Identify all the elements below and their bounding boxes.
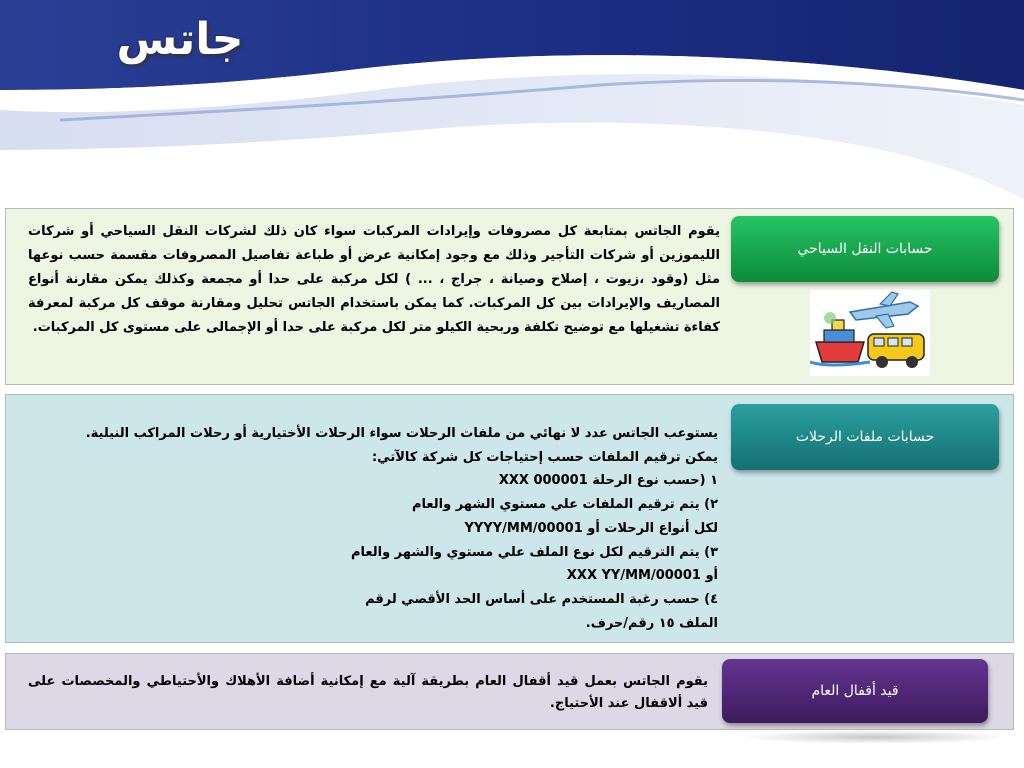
header-banner: [0, 0, 1024, 200]
transport-clipart-icon: [810, 290, 930, 376]
trip-files-line: ٤) حسب رغبة المستخدم على أساس الحد الأقصي لرقم: [365, 591, 718, 607]
tourist-transport-label-button[interactable]: حسابات النقل السياحي: [731, 216, 999, 282]
tourist-transport-description: يقوم الجاتس بمتابعة كل مصروفات وإيرادات المركبات سواء كان ذلك لشركات النقل السياحي أو شركات الليموزين أو شركات التأجير وذلك مع وجود إمكانية عرض أو طباعة تفاصيل المصروفات مقسمة حسب نوعها مثل (وقود ،زيوت ، إصلاح وصيانة ، جراج ، ... ) لكل مركبة على حدا أو مجمعة وكذلك يمكن مقارنة أنواع المصاريف والإيرادات بين كل المركبات. كما يمكن باستخدام الجاتس تحليل ومقارنة موقف كل مركبة لمعرفة كفاءة تشغيلها مع توضيح تكلفة وربحية الكيلو متر لكل مركبة على حدا أو الإجمالى على مستوى كل المركبات.: [28, 224, 720, 335]
trip-files-line: ٣) يتم الترقيم لكل نوع الملف علي مستوي والشهر والعام: [350, 544, 718, 560]
trip-files-label-button[interactable]: حسابات ملفات الرحلات: [731, 404, 999, 470]
year-closing-label-button[interactable]: قيد أقفال العام: [722, 659, 988, 723]
trip-files-line: ٢) يتم ترقيم الملفات علي مستوي الشهر والعام: [412, 497, 718, 513]
trip-files-line: لكل أنواع الرحلات أو YYYY/MM/00001: [464, 520, 718, 536]
trip-files-description: [30, 422, 718, 635]
trip-files-line: يمكن ترقيم الملفات حسب إحتياجات كل شركة كالآتي:: [371, 449, 718, 465]
trip-files-line: يستوعب الجاتس عدد لا نهائي من ملفات الرحلات سواء الرحلات الأختيارية أو رحلات المراكب النيلية.: [85, 426, 718, 441]
trip-files-line: أو XXX YY/MM/00001: [566, 568, 718, 584]
pill-shadow-decoration: [740, 730, 1010, 744]
page-title: جاتس: [116, 14, 244, 65]
trip-files-line: ١ (حسب نوع الرحلة XXX 000001: [498, 473, 718, 489]
trip-files-line: الملف ١٥ رقم/حرف.: [585, 615, 718, 631]
year-closing-description: يقوم الجاتس بعمل قيد أقفال العام بطريقة آلية مع إمكانية أضافة الأهلاك والأحتياطي والمخصصات على قيد ألاقفال عند الأحتياج.: [28, 674, 708, 711]
